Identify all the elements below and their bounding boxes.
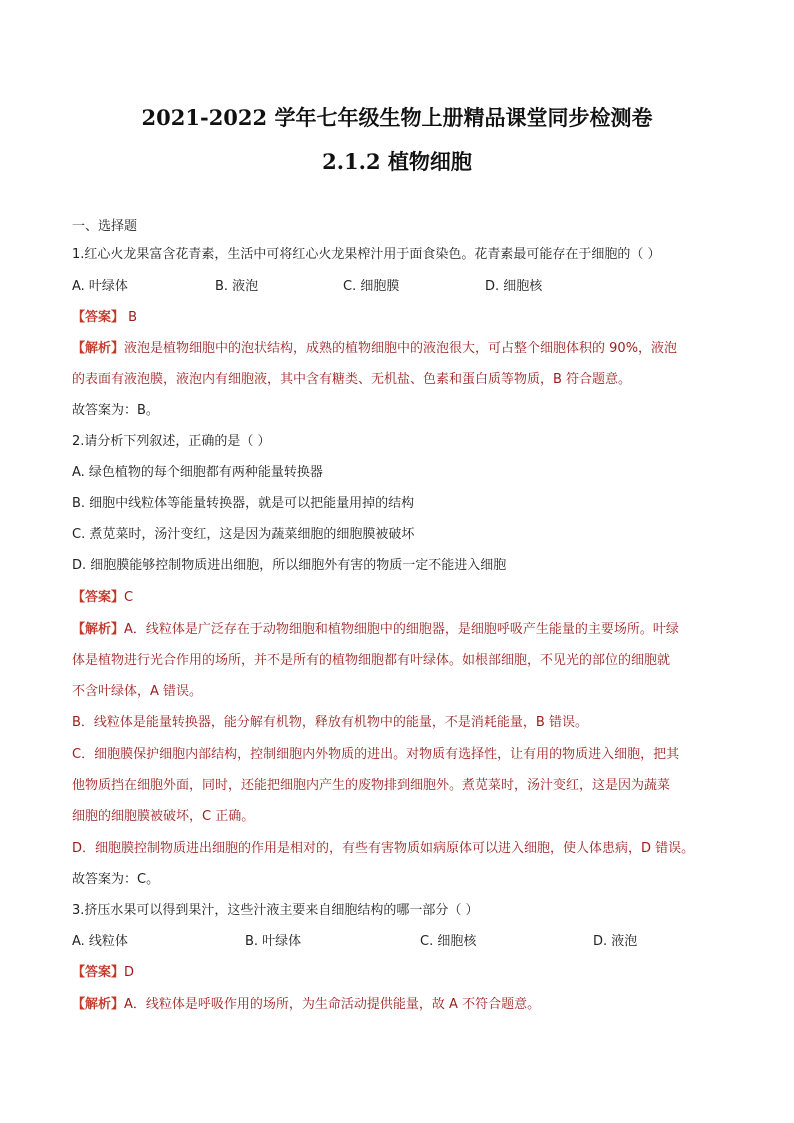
analysis-tag: 【解析】 [72,341,125,356]
analysis-tag: 【解析】 [72,622,125,637]
question-2-analysis-c-line-3: 细胞的细胞膜被破坏，C 正确。 [72,809,255,824]
question-1-conclusion: 故答案为：B。 [72,403,159,418]
analysis-text: 液泡是植物细胞中的泡状结构，成熟的植物细胞中的液泡很大，可占整个细胞体积的 90%，液泡 [124,341,678,356]
answer-value: B [124,310,138,325]
answer-tag: 【答案】 [72,310,125,325]
question-2-option-c: C. 煮苋菜时，汤汁变红，这是因为蔬菜细胞的细胞膜被破坏 [72,527,415,542]
question-3-option-c: C. 细胞核 [420,934,477,949]
question-3-stem: 3.挤压水果可以得到果汁，这些汁液主要来自细胞结构的哪一部分（ ） [72,903,479,918]
question-1-option-d: D. 细胞核 [485,279,543,294]
question-1-option-b: B. 液泡 [215,279,259,294]
question-3-analysis [72,996,540,1014]
analysis-text: A．线粒体是广泛存在于动物细胞和植物细胞中的细胞器，是细胞呼吸产生能量的主要场所。叶绿 [124,622,679,637]
question-1-option-a: A. 叶绿体 [72,279,128,294]
question-3-option-a: A. 线粒体 [72,934,128,949]
analysis-text: A．线粒体是呼吸作用的场所，为生命活动提供能量，故 A 不符合题意。 [124,997,541,1012]
section-heading: 一、选择题 [72,219,138,234]
answer-value: C [124,590,134,605]
question-2-analysis-a-line-1 [72,621,679,639]
question-2-analysis-c-line-2: 他物质挡在细胞外面，同时，还能把细胞内产生的废物排到细胞外。煮苋菜时，汤汁变红，这是因为蔬菜 [72,778,671,793]
answer-value: D [124,965,135,980]
question-2-analysis-b: B．线粒体是能量转换器，能分解有机物，释放有机物中的能量，不是消耗能量，B 错误。 [72,715,588,730]
question-3-option-b: B. 叶绿体 [245,934,302,949]
question-1-stem: 1.红心火龙果富含花青素，生活中可将红心火龙果榨汁用于面食染色。花青素最可能存在于细胞的（ ） [72,247,661,262]
question-2-option-a: A. 绿色植物的每个细胞都有两种能量转换器 [72,465,323,480]
answer-tag: 【答案】 [72,590,125,605]
question-3-option-d: D. 液泡 [593,934,638,949]
question-2-option-d: D. 细胞膜能够控制物质进出细胞，所以细胞外有害的物质一定不能进入细胞 [72,558,507,573]
question-2-analysis-d: D．细胞膜控制物质进出细胞的作用是相对的，有些有害物质如病原体可以进入细胞，使人体患病，D 错误。 [72,841,695,856]
question-2-conclusion: 故答案为：C。 [72,872,160,887]
page-subtitle: 2.1.2 植物细胞 [322,149,472,174]
question-2-analysis-a-line-2: 体是植物进行光合作用的场所，并不是所有的植物细胞都有叶绿体。如根部细胞，不见光的部位的细胞就 [72,653,671,668]
question-1-analysis-line-2: 的表面有液泡膜，液泡内有细胞液，其中含有糖类、无机盐、色素和蛋白质等物质，B 符合题意。 [72,372,632,387]
question-2-stem: 2.请分析下列叙述，正确的是（ ） [72,434,271,449]
question-1-option-c: C. 细胞膜 [343,279,400,294]
question-3-answer [72,964,134,982]
question-1-answer [72,309,137,327]
question-2-analysis-a-line-3: 不含叶绿体，A 错误。 [72,684,203,699]
page-title: 2021-2022 学年七年级生物上册精品课堂同步检测卷 [141,105,653,130]
analysis-tag: 【解析】 [72,997,125,1012]
answer-tag: 【答案】 [72,965,125,980]
question-1-analysis-line-1 [72,340,677,358]
question-2-analysis-c-line-1: C．细胞膜保护细胞内部结构，控制细胞内外物质的进出。对物质有选择性，让有用的物质进入细胞，把其 [72,747,680,762]
question-2-option-b: B. 细胞中线粒体等能量转换器，就是可以把能量用掉的结构 [72,496,415,511]
question-2-answer [72,589,133,607]
